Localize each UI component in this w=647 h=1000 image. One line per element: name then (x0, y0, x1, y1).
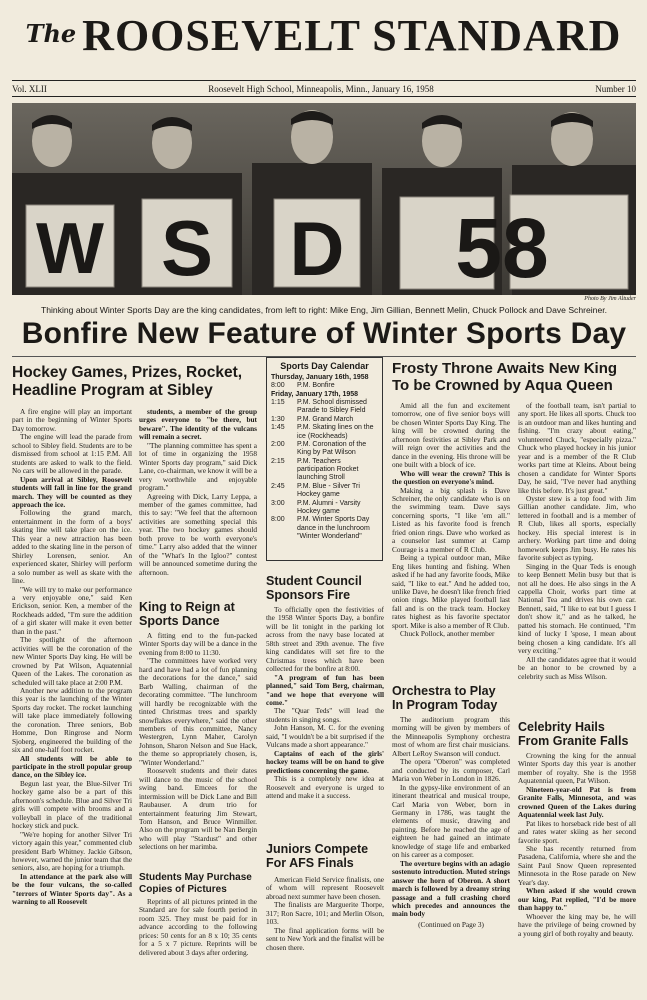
pictures-paragraphs (139, 898, 257, 957)
calendar-event (271, 483, 378, 500)
paragraph: "We're hoping for another Silver Tri victory again this year," commented club president Barb Whitney. Jackie Gibson, however, warned the junior team that the seniors, also, are hoping for a triumph. (12, 829, 132, 873)
hockey-headline: Hockey Games, Prizes, Rocket, Headline Program at Sibley (12, 364, 243, 399)
calendar-days (271, 374, 378, 542)
paragraph: "A program of fun has been planned," said Tom Berg, chairman, "and we hope that everyone will come." (266, 672, 384, 707)
paragraph: The overture begins with an adagio sostenuto introduction. Muted strings answer the horn of Oberon. A short march is followed by a dreamy string passage and a full crashing chord which precedes and announces the main body (392, 858, 510, 919)
pictures-article (139, 898, 257, 957)
event-time: 1:15 (271, 398, 285, 406)
paragraph: Pat likes to horseback ride best of all and rates water skiing as her second favorite sport. (518, 818, 636, 845)
calendar-event (271, 424, 378, 441)
photo-sign-w: W (36, 209, 104, 289)
council-paragraphs (266, 606, 384, 800)
paragraph: In attendance at the park also will be the four vulcans, the so-called "terrors of Winter Sports day". As a warning to all Roosevelt (12, 871, 132, 907)
hockey-article-col1 (12, 408, 132, 907)
paragraph: The engine will lead the parade from school to Sibley field. Students are to be dismissed from school at 1:15 P.M. All students are asked to walk to the field. No cars will be allowed in the parade. (12, 432, 132, 476)
celebrity-article (518, 752, 636, 938)
paragraph: All the candidates agree that it would be an honor to be crowned by a celebrity such as Miss Wilson. (518, 654, 636, 681)
throne-article-col1 (392, 402, 510, 639)
paragraph: Another new addition to the program this year is the launching of the Winter Sports day rocket. The rocket launching will take place immediately following the coronation. Three seniors, Bob Homme, Don Ringrose and Norm Sjoberg, engineered the building of the six and one-half foot rocket. (12, 685, 132, 755)
hockey-continued (139, 408, 257, 577)
event-time: 8:00 (271, 516, 285, 524)
paragraph: A fitting end to the fun-packed Winter Sports day will be a dance in the evening from 8:00 to 11:30. (139, 631, 257, 657)
hockey-paragraphs (12, 408, 132, 907)
juniors-paragraphs (266, 876, 384, 952)
calendar-date: Thursday, January 16th, 1958 (271, 373, 369, 381)
paragraph: The opera "Oberon" was completed and conducted by its composer, Carl Maria von Weber in London in 1826. (392, 757, 510, 784)
paragraph: Crowning the king for the annual Winter Sports day this year is another member of royalty. She is the 1958 Aquatennial queen, Pat Wilson. (518, 751, 636, 786)
photo-illustration (12, 103, 636, 295)
event-time: 2:15 (271, 457, 285, 465)
event-time: 2:45 (271, 482, 285, 490)
event-time: 8:00 (271, 382, 285, 390)
masthead (0, 10, 647, 61)
event-text: P.M. Winter Sports Day dance in the lunchroom "Winter Wonderland" (297, 516, 370, 541)
paragraph: Making a big splash is Dave Schreiner, the only candidate who is on the swimming team. Dave says concerning sports, "I like 'em all." Listed as his favorite food is french fried onion rings. Dave who worked as a counselor last summer at Camp Courage is a member of R Club. (392, 485, 510, 554)
calendar-event (271, 399, 378, 416)
paragraph: Upon arrival at Sibley, Roosevelt students will fall in line for the grand march. They will be counted as they approach the ice. (12, 474, 132, 509)
paragraph: "The committees have worked very hard and have had a lot of fun planning the decorations for the dance," said Barb Walling, chairman of the decorating committee. "The lunchroom will hardly be recognizable with the tinted Christmas trees and sparkly snowflakes everywhere," said the other members of this committee, Nancy Westergren, Lynn Maher, Carolyn Johnson, Sharon Nelson and Sue Hack, the theme so appropriately chosen, is, "Winter Wonderland." (139, 656, 257, 767)
paragraph: A fire engine will play an important part in the beginning of Winter Sports Day tomorrow. (12, 407, 132, 433)
calendar-event (271, 458, 378, 483)
paragraph: Following the grand march, entertainment in the form of a boys' skating line will take place on the ice. This year a new attraction has been added to the skating line in the person of Shirley Lorensen, senior. An experienced skater, Shirley will perform a solo number as well as skate with the line. (12, 508, 132, 586)
paragraph: She has recently returned from Pasadena, California, where she and the Saint Paul Snow Queen represented Minnesota in the Rose parade on New Year's day. (518, 843, 636, 887)
paragraph: Roosevelt students and their dates will dance to the music of the school swing band. Emcees for the intermission will be Dick Lane and Bill Raubauser. A drum trio for entertainment featuring Jim Stewart, Tom Hanson, and Bruce Winmiller. Also on the program will be Nan Bergin who will play "Stardust" and other selections on her marimba. (139, 766, 257, 852)
paragraph: Who will wear the crown? This is the question on everyone's mind. (392, 468, 510, 487)
paragraph: Amid all the fun and excitement tomorrow, one of five senior boys will be chosen Winter Sports Day King. The king will be crowned during the afternoon festivities at Sibley Park and will reign over the activities and the dance in the evening. His throne will be one built with a block of ice. (392, 401, 510, 470)
king-article (139, 632, 257, 852)
council-headline: Student Council Sponsors Fire (266, 574, 362, 603)
calendar-event (271, 416, 378, 424)
paragraph: students, a member of the group urges everyone to "be there, but beware". The identity of the vulcans will remain a secret. (139, 407, 257, 442)
orchestra-headline: Orchestra to Play In Program Today (392, 684, 498, 713)
paragraph: In the gypsy-like environment of an itinerant theatrical and musical troupe, Carl Maria von Weber, born in Germany in 1786, was taught the elements of music, drawing and painting. Before he reached the age of eighteen he had gained an intimate knowledge of stage life and embarked on his career as a composer. (392, 782, 510, 860)
king-headline: King to Reign at Sports Dance (139, 600, 235, 629)
main-headline: Bonfire New Feature of Winter Sports Day (21, 317, 627, 350)
event-time: 1:30 (271, 415, 285, 423)
throne-continued (518, 402, 636, 681)
dateline-center: Roosevelt High School, Minneapolis, Minn., January 16, 1958 (208, 84, 434, 94)
paragraph: John Hanson, M. C. for the evening said, "I wouldn't be a bit surprised if the Vulcans made a short appearance." (266, 723, 384, 750)
paragraph: "We will try to make our performance a very enjoyable one," said Ken Erickson, senior. Ken, a member of the Rockheads added, "I'm sure the addition of a girl skater will make it even better than in the past." (12, 584, 132, 636)
paragraph: Being a typical outdoor man, Mike Eng likes hunting and fishing. When asked if he had any favorite foods, Mike said, "I like to eat." And he added too, unlike Dave, he doesn't like french fried onion rings. Mike played football last fall and is on the track team. Hockey rates highest as his favorite spectator sport. Mike is also a member of R Club. (392, 553, 510, 630)
event-text: P.M. Coronation of the King by Pat Wilson (297, 440, 367, 457)
celebrity-paragraphs (518, 752, 636, 938)
masthead-rule-bottom (12, 96, 636, 97)
paragraph: All students will be able to participate in the stroll popular group dance, on the Sibley ice. (12, 753, 132, 780)
calendar-date: Friday, January 17th, 1958 (271, 390, 359, 398)
event-text: P.M. Alumni - Varsity Hockey game (297, 499, 361, 516)
paragraph: Reprints of all pictures printed in the Standard are for sale fourth period in room 325. They must be paid for in advance according to the following prices: 50 cents for an 8 x 10; 35 cents for a 5 x 7 picture. Reprints will be delivered about 3 days after ordering. (139, 897, 257, 957)
paragraph: Whoever the king may be, he will have the privilege of being crowned by a young girl of both royalty and beauty. (518, 911, 636, 938)
paragraph: This is a completely new idea at Roosevelt and everyone is urged to attend and make it a success. (266, 774, 384, 800)
paragraph: When asked if she would crown our king, Pat replied, "I'd be more than happy to." (518, 886, 636, 913)
event-time: 2:00 (271, 440, 285, 448)
dateline (12, 84, 636, 94)
orchestra-paragraphs (392, 716, 510, 919)
photo-credit: Photo By Jim Altuder (584, 296, 636, 302)
masthead-rule-top (12, 80, 636, 81)
photo-sign-s: S (160, 204, 214, 292)
event-text: P.M. Teachers participation Rocket launching Stroll (297, 457, 359, 482)
paragraph: Chuck Pollock, another member (400, 629, 495, 639)
paragraph: American Field Service finalists, one of whom will represent Roosevelt abroad next summer have been chosen. (266, 875, 384, 901)
paragraph: The final application forms will be sent to New York and the finalist will be chosen there. (266, 925, 384, 952)
council-article (266, 606, 384, 800)
pictures-headline: Students May Purchase Copies of Pictures (139, 872, 252, 895)
event-text: P.M. Grand March (297, 415, 354, 423)
event-text: P.M. Bonfire (297, 382, 335, 390)
king-paragraphs (139, 632, 257, 852)
event-text: P.M. Skating lines on the ice (Rockheads) (297, 424, 374, 440)
calendar-event (271, 516, 378, 541)
photo-sign-58: 58 (455, 201, 549, 295)
photo-caption: Thinking about Winter Sports Day are the king candidates, from left to right: Mike Eng, Jim Gillian, Bennett Melin, Chuck Pollock and Dave Schreiner. (40, 305, 608, 315)
paragraph: "The planning committee has spent a lot of time in organizing the 1958 Winter Sports day program," said Dick Lane, co-chairman, we know it will be a very worthwhile and enjoyable program." (139, 440, 257, 493)
issue-number: Number 10 (595, 84, 636, 94)
orchestra-article (392, 716, 510, 929)
paragraph: Begun last year, the Blue-Silver Tri hockey game also be a part of this afternoon's schedule. Blue and Silver Tri girls will compete with brooms and a volleyball in place of the traditional hockey stick and puck. (12, 778, 132, 831)
photo-sign-d: D (289, 207, 345, 292)
juniors-article (266, 876, 384, 952)
event-time: 3:00 (271, 499, 285, 507)
masthead-name: ROOSEVELT STANDARD (82, 11, 622, 60)
paragraph: Singing in the Quar Teds is enough to keep Bennett Melin busy but that is not all he does. He also sings in the A cappella Choir, works part time at National Tea and drives his own car. Bennett, said, "I like to eat but I guess I don't show it," and as he talked, he patted his stomach. He continued, "I'm kind of lucky I 'spose, I mean about being chosen a king candidate. It's all very exciting." (518, 561, 636, 656)
calendar-event (271, 382, 378, 390)
juniors-headline: Juniors Compete For AFS Finals (266, 842, 369, 871)
paragraph: The spotlight of the afternoon activities will be the coronation of the new Winter Sports Day king. He will be crowned by Pat Wilson, Aquatennial Queen of the Lakes. The coronation as scheduled will take place at 2:00 P.M. (12, 635, 132, 687)
candidates-photo (12, 103, 636, 295)
paragraph: Oyster stew is a top food with Jim Gillian another candidate. Jim, who lettered in football and is a member of R Club, likes all sports, especially hockey. His special interest is in archery. Working part time and doing homework keeps Jim busy. He rates his favorite subject as typing. (518, 493, 636, 563)
paragraph: Captains of each of the girls' hockey teams will be on hand to give predictions concerning the game. (266, 748, 384, 775)
paragraph: The finalists are Marguerite Thorpe, 317; Ron Sacre, 101; and Merlin Olson, 103. (266, 900, 384, 927)
paragraph: To officially open the festivities of the 1958 Winter Sports Day, a bonfire will be lit tonight in the parking lot across from the navy base located at 58th street and 39th avenue. The five king candidates will set fire to the Christmas trees which have been collected for the bonfire at 8:00. (266, 605, 384, 674)
paragraph: The "Quar Teds" will lead the students in singing songs. (266, 706, 384, 724)
paragraph: Agreeing with Dick, Larry Leppa, a member of the games committee, had this to say: "We feel that the afternoon activities are something special this year. The two hockey games should both prove to be worth everyone's time." Larry also added that the winner of the "What's In the Igloo?" contest will be announced sometime during the afternoon. (139, 491, 257, 577)
event-text: P.M. Blue - Silver Tri Hockey game (297, 482, 360, 499)
volume: Vol. XLII (12, 84, 47, 94)
calendar-event (271, 441, 378, 458)
event-time: 1:45 (271, 424, 285, 432)
celebrity-headline: Celebrity Hails From Granite Falls (518, 720, 629, 749)
hockey-article-col2 (139, 408, 257, 577)
throne-headline: Frosty Throne Awaits New King To be Crowned by Aqua Queen (392, 360, 618, 395)
throne-paragraphs (392, 402, 510, 639)
calendar-title: Sports Day Calendar (280, 361, 369, 371)
paragraph: Nineteen-year-old Pat is from Granite Falls, Minnesota, and was crowned Queen of the Lakes during Aquatennial week last July. (518, 784, 636, 820)
throne-article-col2 (518, 402, 636, 681)
masthead-the: The (25, 19, 77, 48)
paragraph: of the football team, isn't partial to any sport. He likes all sports. Chuck too is an outdoor man and likes hunting and fishing. "I'm crazy about eating," volunteered Chuck, "especially pizza." Chuck who played hockey in his junior year and is a member of the R Club works part time at Kleins. About being chosen a candidate for Winter Sports Day, he said, "I've never had anything like this before. It's just great." (518, 401, 636, 495)
calendar-event (271, 500, 378, 517)
continued-notice: (Continued on Page 3) (418, 919, 484, 929)
event-text: P.M. School dismissed Parade to Sibley Field (297, 398, 367, 415)
paragraph: The auditorium program this morning will be given by members of the Minneapolis Symphony orchestra most of whom are first chair musicians. Albert LeRoy Swanson will conduct. (392, 715, 510, 758)
sports-day-calendar (266, 357, 383, 561)
